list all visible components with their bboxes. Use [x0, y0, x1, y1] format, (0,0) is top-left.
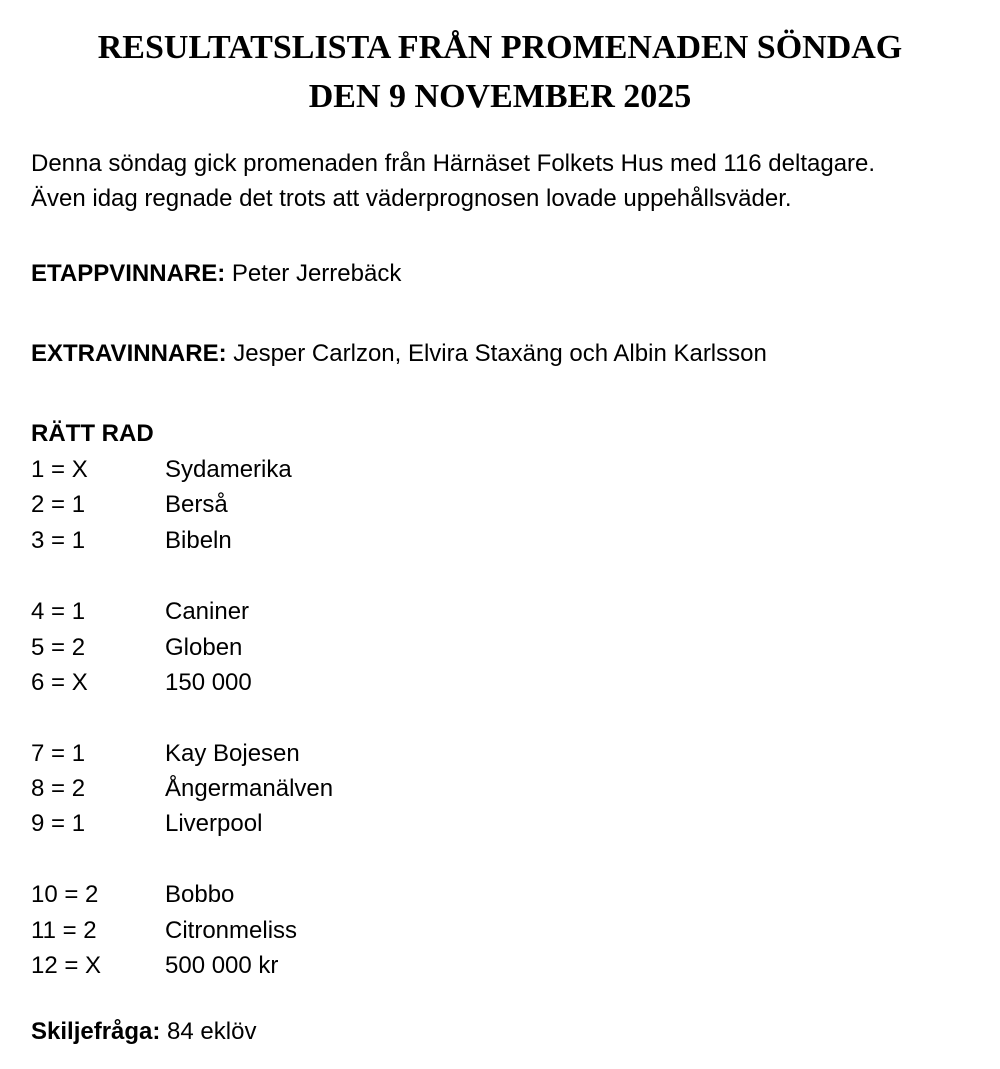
intro-text-line-1: Denna söndag gick promenaden från Härnäset Folkets Hus med 116 deltagare.: [31, 150, 876, 177]
tiebreaker-label: Skiljefråga:: [31, 1018, 161, 1045]
extra-winners-label: EXTRAVINNARE:: [31, 340, 227, 367]
answer-number: 9 = 1: [31, 810, 86, 837]
answer-number: 5 = 2: [31, 634, 86, 661]
answer-text: Caniner: [165, 598, 250, 625]
answer-number: 4 = 1: [31, 598, 86, 625]
answer-text: Globen: [165, 634, 243, 661]
answer-text: 500 000 kr: [165, 952, 279, 979]
tiebreaker: [31, 1014, 256, 1049]
answer-text: Citronmeliss: [165, 917, 298, 944]
answer-text: Berså: [165, 491, 228, 518]
answer-text: Bibeln: [165, 527, 232, 554]
extra-winners: [31, 336, 767, 371]
answer-text: Ångermanälven: [165, 775, 334, 802]
page-title-line-2: DEN 9 NOVEMBER 2025: [308, 78, 692, 115]
answer-number: 11 = 2: [31, 917, 97, 944]
answer-number: 1 = X: [31, 456, 88, 483]
answer-number: 2 = 1: [31, 491, 86, 518]
etapp-winner-value: Peter Jerrebäck: [225, 260, 402, 287]
answer-text: 150 000: [165, 669, 252, 696]
etapp-winner-label: ETAPPVINNARE:: [31, 260, 226, 287]
ratt-rad-heading: RÄTT RAD: [31, 420, 154, 447]
answer-number: 12 = X: [31, 952, 102, 979]
answer-number: 3 = 1: [31, 527, 86, 554]
answer-number: 8 = 2: [31, 775, 86, 802]
extra-winners-value: Jesper Carlzon, Elvira Staxäng och Albin Karlsson: [226, 340, 767, 367]
tiebreaker-value: 84 eklöv: [160, 1018, 257, 1045]
answer-text: Sydamerika: [165, 456, 292, 483]
intro-text-line-2: Även idag regnade det trots att väderprognosen lovade uppehållsväder.: [31, 185, 792, 212]
answer-number: 6 = X: [31, 669, 88, 696]
answer-text: Kay Bojesen: [165, 740, 300, 767]
etapp-winner: [31, 256, 401, 291]
answer-text: Liverpool: [165, 810, 263, 837]
answer-number: 10 = 2: [31, 881, 99, 908]
page-title-line-1: RESULTATSLISTA FRÅN PROMENADEN SÖNDAG: [97, 29, 903, 66]
answer-text: Bobbo: [165, 881, 235, 908]
answer-number: 7 = 1: [31, 740, 86, 767]
